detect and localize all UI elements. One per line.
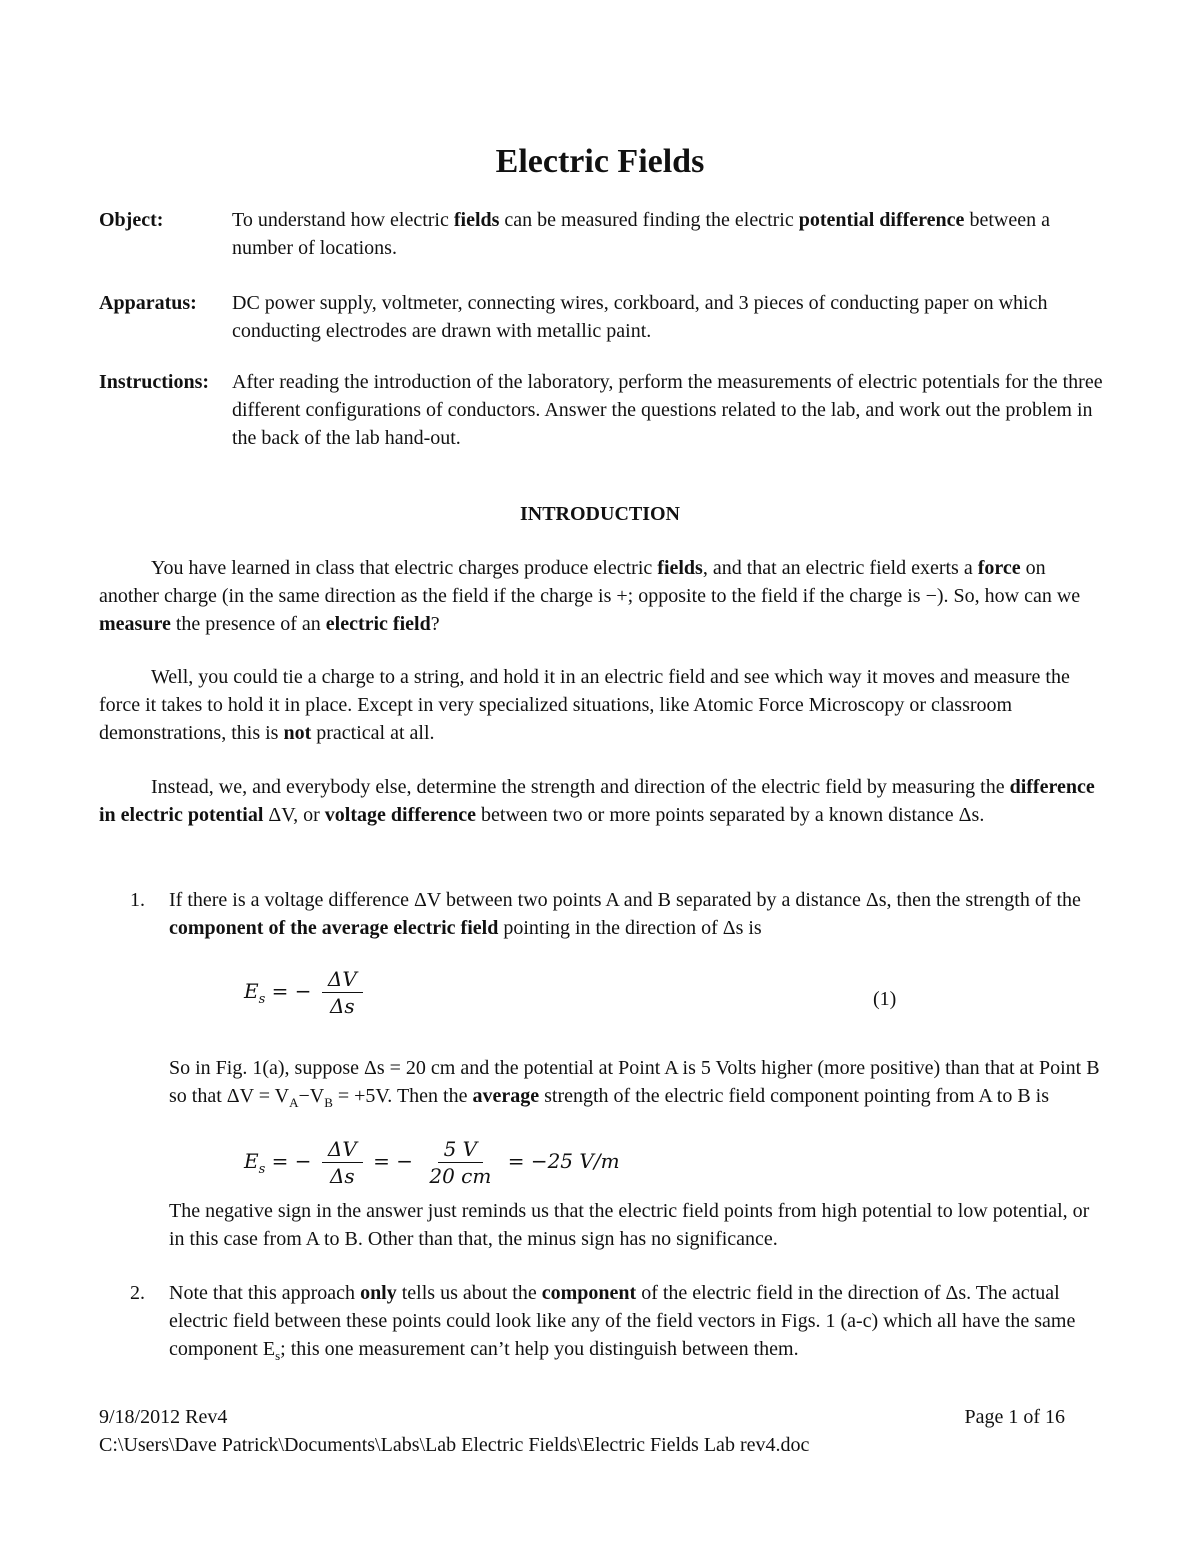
- equation-1-number: (1): [873, 988, 897, 1010]
- apparatus-label: Apparatus:: [99, 292, 197, 314]
- page-footer: [99, 1403, 1065, 1431]
- equation-1-fraction: $\frac{\Delta V}{\Delta s}$: [322, 966, 363, 1019]
- intro-paragraph-1: You have learned in class that electric charges produce electric fields, and that an electric field exerts a force on another charge (in the same direction as the field if the charge is +; opposite to the field if the charge is −). So, how can we measure the presence of an electric field?: [99, 557, 1081, 635]
- object-section: [99, 206, 1109, 262]
- equation-1: $E_s$ = − $\frac{\Delta V}{\Delta s}$: [244, 966, 367, 1019]
- example-paragraph: So in Fig. 1(a), suppose Δs = 20 cm and the potential at Point A is 5 Volts higher (more positive) than that at Point B so that $\Delta V = V_A-V_B = +5V$. Then the average strength of the electric field component pointing from A to B is: [169, 1057, 1100, 1110]
- list-number: 2.: [130, 1282, 145, 1304]
- list-item-text: If there is a voltage difference ΔV between two points A and B separated by a distance Δs, then the strength of the component of the average electric field pointing in the direction of Δs is: [169, 889, 1081, 939]
- sign-note-paragraph: The negative sign in the answer just reminds us that the electric field points from high potential to low potential, or in this case from A to B. Other than that, the minus sign has no significance.: [169, 1200, 1090, 1250]
- footer-file-path: C:\Users\Dave Patrick\Documents\Labs\Lab Electric Fields\Electric Fields Lab rev4.doc: [99, 1434, 810, 1456]
- intro-paragraph-2: Well, you could tie a charge to a string, and hold it in an electric field and see which way it moves and measure the force it takes to hold it in place. Except in very specialized situations, like Atomic Force Microscopy or classroom demonstrations, this is not practical at all.: [99, 666, 1070, 744]
- equation-2: $E_s$ = − $\frac{\Delta V}{\Delta s}$ = − $\frac{5 V}{20 cm}$ = −25 V/m: [244, 1137, 620, 1188]
- apparatus-text: DC power supply, voltmeter, connecting wires, corkboard, and 3 pieces of conducting paper on which conducting electrodes are drawn with metallic paint.: [232, 292, 1048, 342]
- list-item-text: Note that this approach only tells us about the component of the electric field in the direction of Δs. The actual electric field between these points could look like any of the field vectors in Figs. 1 (a-c) which all have the same component $E_s$; this one measurement can’t help you distinguish between them.: [169, 1282, 1076, 1363]
- page-title: Electric Fields: [495, 143, 705, 180]
- equation-2-fraction-1: $\frac{\Delta V}{\Delta s}$: [322, 1136, 363, 1189]
- intro-paragraph-3: Instead, we, and everybody else, determine the strength and direction of the electric field by measuring the difference in electric potential ΔV, or voltage difference between two or more points separated by a known distance Δs.: [99, 776, 1095, 826]
- introduction-heading: INTRODUCTION: [519, 503, 681, 525]
- list-item-1: [130, 886, 1100, 942]
- instructions-text: After reading the introduction of the laboratory, perform the measurements of electric potentials for the three different configurations of conductors. Answer the questions related to the lab, and work out the problem in the back of the lab hand-out.: [232, 371, 1103, 449]
- list-item-2: [130, 1279, 1100, 1370]
- footer-page-number: Page 1 of 16: [964, 1406, 1065, 1428]
- instructions-section: [99, 368, 1109, 452]
- object-text: To understand how electric fields can be measured finding the electric potential difference between a number of locations.: [232, 209, 1050, 259]
- footer-date: 9/18/2012 Rev4: [99, 1406, 228, 1428]
- list-number: 1.: [130, 889, 145, 911]
- instructions-label: Instructions:: [99, 371, 210, 393]
- apparatus-section: [99, 289, 1109, 345]
- object-label: Object:: [99, 209, 164, 231]
- equation-2-fraction-2: $\frac{5 V}{20 cm}$: [429, 1137, 492, 1188]
